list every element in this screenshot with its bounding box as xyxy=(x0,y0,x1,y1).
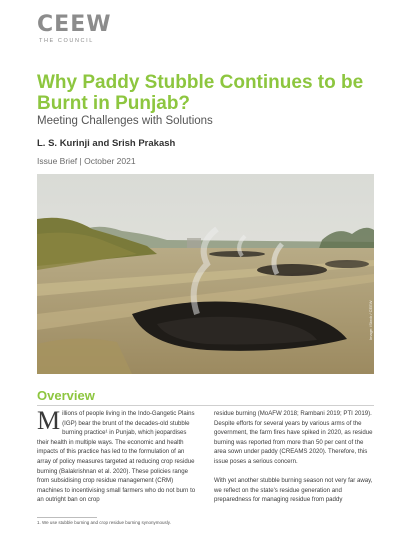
photo-credit: Image: iStock / CEEW xyxy=(368,300,373,340)
ceew-logo xyxy=(37,12,112,44)
logo-letter: E xyxy=(54,12,71,37)
logo-subtitle: THE COUNCIL xyxy=(39,38,94,44)
authors: L. S. Kurinji and Srish Prakash xyxy=(37,138,176,149)
logo-letter: C xyxy=(37,12,55,37)
footnote: 1. We use stubble burning and crop residue burning synonymously. xyxy=(37,520,171,525)
overview-text: illions of people living in the Indo-Gangetic Plains (IGP) bear the brunt of the decades-old stubble burning practice¹ in Punjab, which jeopardises their health in multiple ways. The economic and health impacts of this practice has led to the formulation of an array of policy measures targeted at reducing crop residue burning (Balakrishnan et al. 2020). These policies range from subsidising crop residue management (CRM) machines to incentivising small farmers who do not burn to an outright ban on crop xyxy=(37,410,196,504)
section-divider xyxy=(37,405,374,406)
overview-paragraph-continued: residue burning (MoAFW 2018; Rambani 2019; PTI 2019). Despite efforts for several years by various arms of the government, the farm fires have spiked in 2020, as residue burning was reported from more than 50 per cent of the area sown under paddy (CREAMS 2020). Therefore, this issue poses a serious concern. xyxy=(214,410,373,465)
overview-paragraph xyxy=(37,406,197,505)
overview-paragraph-2: With yet another stubble burning season not very far away, we reflect on the state's residue generation and preparedness for managing residue from paddy xyxy=(214,477,373,504)
body-column-left xyxy=(37,406,197,505)
logo-letter: W xyxy=(86,12,112,37)
logo-wordmark xyxy=(37,12,112,37)
document-subtitle: Meeting Challenges with Solutions xyxy=(37,115,213,127)
footnote-divider xyxy=(37,517,97,518)
section-heading-overview: Overview xyxy=(37,388,95,403)
document-title: Why Paddy Stubble Continues to be Burnt in Punjab? xyxy=(37,72,364,114)
logo-letter: E xyxy=(70,12,87,37)
body-column-right xyxy=(214,409,374,505)
issue-line: Issue Brief | October 2021 xyxy=(37,156,136,166)
drop-cap: M xyxy=(37,406,61,435)
cover-photo xyxy=(37,174,374,374)
